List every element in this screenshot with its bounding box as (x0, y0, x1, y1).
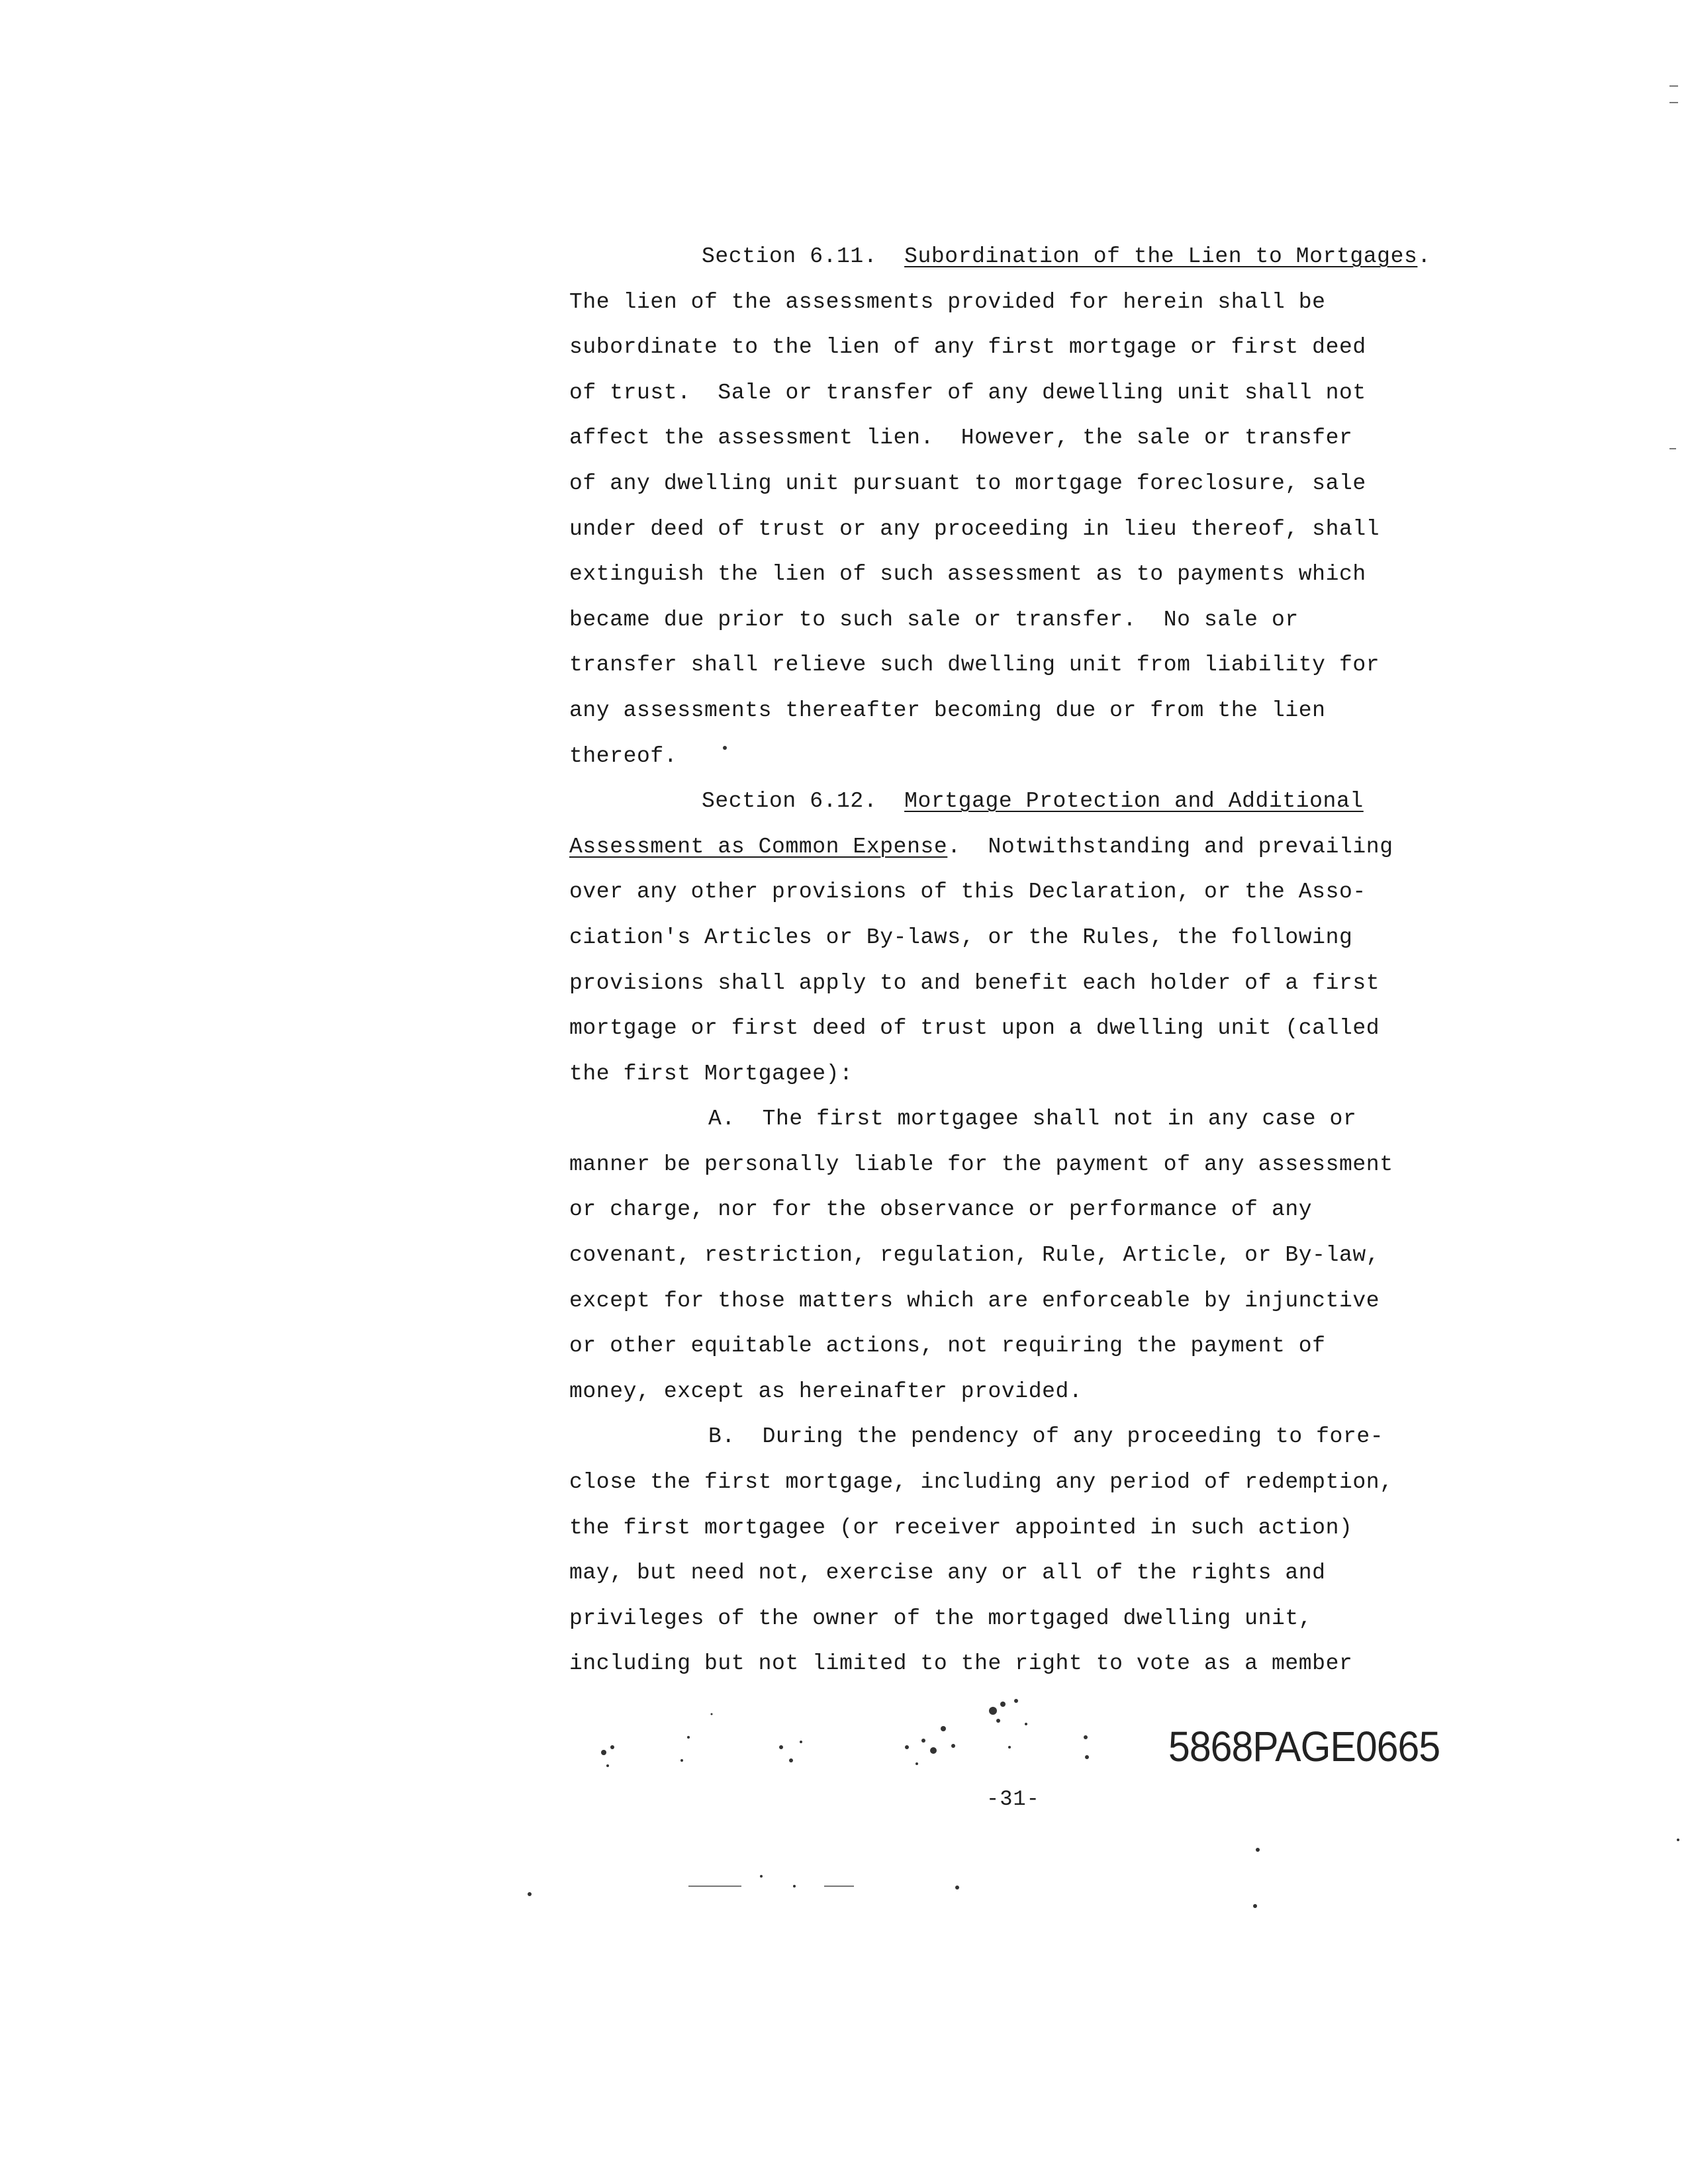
text-line: privileges of the owner of the mortgaged dwelling unit, (569, 1606, 1313, 1631)
text-line: The lien of the assessments provided for herein shall be (569, 289, 1326, 314)
text-line: or other equitable actions, not requiring the payment of (569, 1334, 1326, 1359)
paragraph-a-first-line: A. The first mortgagee shall not in any case or (708, 1107, 1357, 1132)
page-number: -31- (986, 1787, 1040, 1811)
section-title: Subordination of the Lien to Mortgages (904, 244, 1418, 269)
text-line: under deed of trust or any proceeding in lieu thereof, shall (569, 516, 1380, 541)
text-line: of any dwelling unit pursuant to mortgage foreclosure, sale (569, 471, 1366, 496)
section-number: Section 6.12. (702, 789, 878, 814)
text-line: including but not limited to the right to vote as a member (569, 1651, 1353, 1676)
text-line: covenant, restriction, regulation, Rule, Article, or By-law, (569, 1243, 1380, 1268)
text-line: may, but need not, exercise any or all of the rights and (569, 1561, 1326, 1586)
text-line: of trust. Sale or transfer of any dewelling unit shall not (569, 380, 1366, 405)
text-line: subordinate to the lien of any first mortgage or first deed (569, 335, 1366, 360)
text-line: ciation's Articles or By-laws, or the Rules, the following (569, 925, 1353, 950)
text-line: provisions shall apply to and benefit each holder of a first (569, 970, 1380, 995)
text-line: any assessments thereafter becoming due or from the lien (569, 698, 1326, 723)
heading-rest: . Notwithstanding and prevailing (947, 834, 1393, 859)
text-line: over any other provisions of this Declaration, or the Asso- (569, 880, 1366, 905)
heading-period: . (1417, 244, 1431, 269)
text-line: close the first mortgage, including any period of redemption, (569, 1470, 1393, 1495)
paragraph-b-first-line: B. During the pendency of any proceeding to fore- (708, 1424, 1384, 1449)
text-line: transfer shall relieve such dwelling unit from liability for (569, 653, 1380, 678)
recording-stamp: 5868PAGE0665 (1168, 1723, 1440, 1770)
text-line: the first mortgagee (or receiver appointed in such action) (569, 1515, 1353, 1540)
text-line: the first Mortgagee): (569, 1061, 853, 1086)
text-line: thereof. (569, 743, 678, 768)
text-line: manner be personally liable for the payment of any assessment (569, 1152, 1393, 1177)
section-title: Mortgage Protection and Additional (904, 789, 1364, 814)
text-line: mortgage or first deed of trust upon a dwelling unit (called (569, 1016, 1380, 1041)
text-line: affect the assessment lien. However, the sale or transfer (569, 426, 1353, 451)
text-line: money, except as hereinafter provided. (569, 1379, 1083, 1404)
text-line: became due prior to such sale or transfer. No sale or (569, 607, 1299, 632)
text-line: or charge, nor for the observance or performance of any (569, 1197, 1313, 1222)
text-line: extinguish the lien of such assessment as to payments which (569, 562, 1366, 587)
section-title: Assessment as Common Expense (569, 834, 948, 859)
text-line: except for those matters which are enforceable by injunctive (569, 1288, 1380, 1313)
section-number: Section 6.11. (702, 244, 878, 269)
